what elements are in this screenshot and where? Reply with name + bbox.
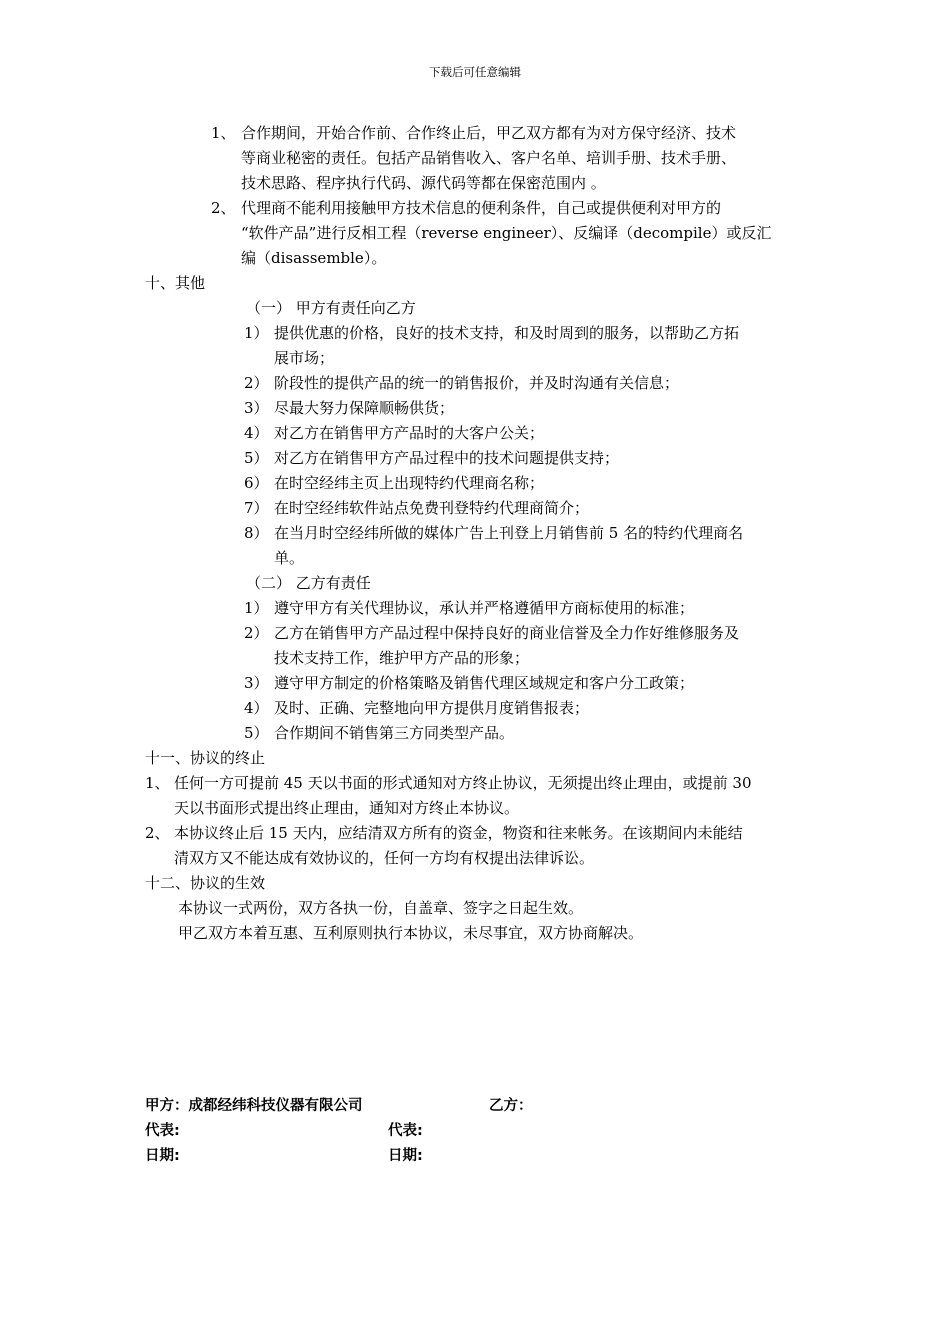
list-item-line: 等商业秘密的责任。包括产品销售收入、客户名单、培训手册、技术手册、 [241,149,737,167]
list-item-line: 在时空经纬主页上出现特约代理商名称； [274,474,545,492]
list-item-line: 天以书面形式提出终止理由，通知对方终止本协议。 [174,799,520,817]
list-item-line: 遵守甲方制定的价格策略及销售代理区域规定和客户分工政策； [274,674,695,692]
list-item-number: 8） [244,524,269,542]
list-item-line: 技术支持工作，维护甲方产品的形象； [274,649,530,667]
list-item-number: 1） [244,599,269,617]
subsection-heading: （二） 乙方有责任 [246,574,371,592]
list-item-line: “软件产品”进行反相工程（reverse engineer）、反编译（decompile）或反汇 [241,224,772,242]
list-item-line: 编（disassemble）。 [241,249,387,267]
list-item-line: 尽最大努力保障顺畅供货； [274,399,455,417]
list-item-line: 任何一方可提前 45 天以书面的形式通知对方终止协议，无须提出终止理由，或提前 30 [174,774,752,792]
list-item-number: 3） [244,674,269,692]
list-item-line: 在时空经纬软件站点免费刊登特约代理商简介； [274,499,590,517]
list-item-line: 提供优惠的价格，良好的技术支持，和及时周到的服务，以帮助乙方拓 [274,324,740,342]
list-item-line: 合作期间不销售第三方同类型产品。 [274,724,515,742]
list-item-line: 乙方在销售甲方产品过程中保持良好的商业信誉及全力作好维修服务及 [274,624,740,642]
list-item-number: 2、 [211,199,236,217]
list-item-line: 本协议终止后 15 天内，应结清双方所有的资金，物资和往来帐务。在该期间内未能结 [174,824,743,842]
list-item-number: 1） [244,324,269,342]
list-item-line: 遵守甲方有关代理协议，承认并严格遵循甲方商标使用的标准； [274,599,695,617]
list-item-number: 3） [244,399,269,417]
list-item-number: 1、 [211,124,236,142]
party-b-name: 乙方： [489,1098,533,1114]
list-item-line: 技术思路、程序执行代码、源代码等都在保密范围内 。 [241,174,606,192]
list-item-line: 对乙方在销售甲方产品过程中的技术问题提供支持； [274,449,620,467]
list-item-line: 代理商不能利用接触甲方技术信息的便利条件，自己或提供便利对甲方的 [241,199,722,217]
paragraph: 甲乙双方本着互惠、互利原则执行本协议，未尽事宜，双方协商解决。 [178,924,644,942]
list-item-number: 2） [244,374,269,392]
list-item-line: 清双方又不能达成有效协议的，任何一方均有权提出法律诉讼。 [174,849,595,867]
list-item-line: 单。 [274,549,305,567]
list-item-number: 6） [244,474,269,492]
paragraph: 本协议一式两份，双方各执一份，自盖章、签字之日起生效。 [178,899,584,917]
list-item-number: 4） [244,699,269,717]
party-a-name: 甲方：成都经纬科技仪器有限公司 [145,1098,363,1114]
list-item-line: 合作期间，开始合作前、合作终止后，甲乙双方都有为对方保守经济、技术 [241,124,737,142]
party-a-date: 日期: [145,1148,180,1164]
list-item-number: 2） [244,624,269,642]
list-item-number: 2、 [145,824,170,842]
party-a-representative: 代表: [145,1123,180,1139]
list-item-line: 及时、正确、完整地向甲方提供月度销售报表； [274,699,590,717]
list-item-number: 5） [244,449,269,467]
list-item-line: 展市场； [274,349,335,367]
subsection-heading: （一） 甲方有责任向乙方 [246,299,416,317]
list-item-number: 4） [244,424,269,442]
party-b-date: 日期: [388,1148,423,1164]
page-header: 下载后可任意编辑 [429,65,521,79]
list-item-line: 在当月时空经纬所做的媒体广告上刊登上月销售前 5 名的特约代理商名 [274,524,744,542]
section-heading: 十二、协议的生效 [145,874,266,892]
list-item-line: 对乙方在销售甲方产品时的大客户公关； [274,424,545,442]
section-heading: 十一、协议的终止 [145,749,266,767]
section-heading: 十、其他 [145,274,206,292]
list-item-line: 阶段性的提供产品的统一的销售报价，并及时沟通有关信息； [274,374,680,392]
list-item-number: 7） [244,499,269,517]
list-item-number: 5） [244,724,269,742]
party-b-representative: 代表: [388,1123,423,1139]
list-item-number: 1、 [145,774,170,792]
